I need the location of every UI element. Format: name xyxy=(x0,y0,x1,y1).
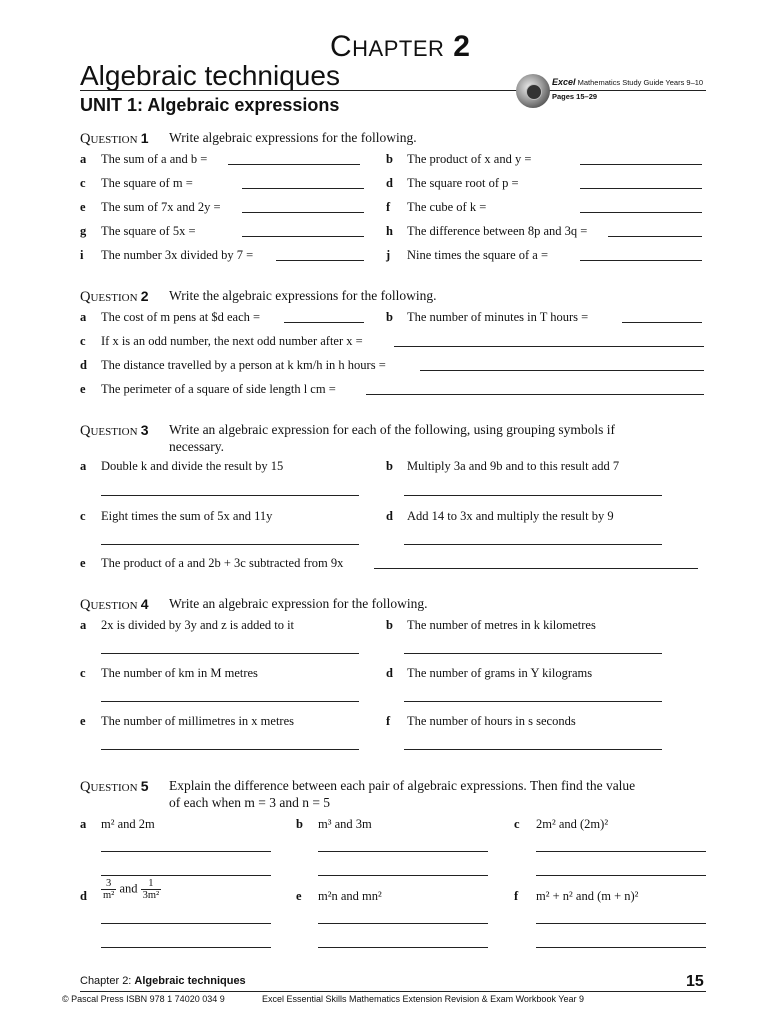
and-word: and xyxy=(119,881,138,896)
question-number: 2 xyxy=(140,288,149,304)
chapter-number: 2 xyxy=(453,30,471,63)
item-label: e xyxy=(80,200,86,214)
item-label: h xyxy=(386,224,393,238)
item-label: d xyxy=(80,889,87,903)
study-text: Mathematics Study Guide Years 9–10 xyxy=(575,78,704,87)
answer-line[interactable] xyxy=(580,260,702,261)
item-text: The number of grams in Y kilograms xyxy=(407,666,593,680)
answer-line[interactable] xyxy=(284,322,364,323)
item-text: Multiply 3a and 9b and to this result add 7 xyxy=(407,459,620,473)
item-label: f xyxy=(386,714,391,728)
answer-line[interactable] xyxy=(242,236,364,237)
item-text: Add 14 to 3x and multiply the result by 9 xyxy=(407,509,614,523)
answer-line[interactable] xyxy=(242,212,364,213)
question-number: 3 xyxy=(140,422,149,438)
item-label: c xyxy=(80,176,86,190)
item-text: The square of m = xyxy=(101,176,193,190)
item-text: If x is an odd number, the next odd number after x = xyxy=(101,334,363,348)
answer-line[interactable] xyxy=(580,212,702,213)
item-text: The sum of a and b = xyxy=(101,152,208,166)
item-label: a xyxy=(80,459,87,473)
question-3-text-line1: Write an algebraic expression for each of the following, using grouping symbols if xyxy=(169,422,615,437)
answer-line[interactable] xyxy=(101,495,359,496)
answer-line[interactable] xyxy=(608,236,702,237)
item-label: e xyxy=(296,889,302,903)
question-3-heading xyxy=(80,422,149,440)
answer-line[interactable] xyxy=(366,394,704,395)
item-label: a xyxy=(80,618,87,632)
item-text: The number of minutes in T hours = xyxy=(407,310,589,324)
item-label: b xyxy=(386,152,393,166)
answer-line[interactable] xyxy=(404,653,662,654)
cd-disc-hole-icon xyxy=(526,84,542,100)
chapter-heading xyxy=(330,30,470,64)
footer-rule xyxy=(80,991,706,992)
question-word: QUESTION xyxy=(80,289,138,305)
item-label: d xyxy=(80,358,87,372)
answer-line[interactable] xyxy=(318,947,488,948)
item-label: c xyxy=(80,666,86,680)
question-word: QUESTION xyxy=(80,131,138,147)
item-text: m³ and 3m xyxy=(318,817,372,831)
item-text-fractions xyxy=(101,878,161,901)
chapter-cap: C xyxy=(330,30,353,63)
item-text: The sum of 7x and 2y = xyxy=(101,200,221,214)
question-5-heading xyxy=(80,778,149,796)
question-2-heading xyxy=(80,288,149,306)
question-1-heading xyxy=(80,130,149,148)
answer-line[interactable] xyxy=(276,260,364,261)
item-label: f xyxy=(386,200,391,214)
study-guide-reference xyxy=(552,77,703,87)
answer-line[interactable] xyxy=(101,544,359,545)
item-label: e xyxy=(80,556,86,570)
answer-line[interactable] xyxy=(394,346,704,347)
question-4-heading xyxy=(80,596,149,614)
item-text: The product of a and 2b + 3c subtracted from 9x xyxy=(101,556,344,570)
item-label: c xyxy=(514,817,520,831)
question-number: 5 xyxy=(140,778,149,794)
item-text: Double k and divide the result by 15 xyxy=(101,459,284,473)
item-text: The product of x and y = xyxy=(407,152,532,166)
question-number: 4 xyxy=(140,596,149,612)
answer-line[interactable] xyxy=(580,188,702,189)
item-text: m²n and mn² xyxy=(318,889,382,903)
footer-chapter: Chapter 2: Algebraic techniques xyxy=(80,975,246,987)
item-label: e xyxy=(80,714,86,728)
item-text: m² and 2m xyxy=(101,817,155,831)
page-title: Algebraic techniques xyxy=(80,60,340,91)
answer-line[interactable] xyxy=(101,947,271,948)
item-label: d xyxy=(386,666,393,680)
item-text: The distance travelled by a person at k km/h in h hours = xyxy=(101,358,386,372)
question-2-text: Write the algebraic expressions for the following. xyxy=(169,288,437,303)
question-word: QUESTION xyxy=(80,423,138,439)
question-5-text-line2: of each when m = 3 and n = 5 xyxy=(169,795,331,810)
header-rule xyxy=(80,90,706,91)
unit-heading: UNIT 1: Algebraic expressions xyxy=(80,95,340,115)
answer-line[interactable] xyxy=(536,923,706,924)
item-label: f xyxy=(514,889,519,903)
item-text: The cube of k = xyxy=(407,200,487,214)
item-text: The square of 5x = xyxy=(101,224,196,238)
answer-line[interactable] xyxy=(101,653,359,654)
item-label: a xyxy=(80,152,87,166)
pages-reference: Pages 15–29 xyxy=(552,92,598,101)
answer-line[interactable] xyxy=(404,701,662,702)
answer-line[interactable] xyxy=(420,370,704,371)
question-word: QUESTION xyxy=(80,779,138,795)
item-label: b xyxy=(386,618,393,632)
page-number: 15 xyxy=(686,973,704,990)
answer-line[interactable] xyxy=(318,923,488,924)
item-text: The perimeter of a square of side length l cm = xyxy=(101,382,336,396)
item-label: d xyxy=(386,509,393,523)
item-label: c xyxy=(80,509,86,523)
answer-line[interactable] xyxy=(404,544,662,545)
question-number: 1 xyxy=(140,130,149,146)
item-text: m² + n² and (m + n)² xyxy=(536,889,639,903)
answer-line[interactable] xyxy=(374,568,698,569)
item-label: i xyxy=(80,248,84,262)
answer-line[interactable] xyxy=(242,188,364,189)
answer-line[interactable] xyxy=(404,495,662,496)
item-label: c xyxy=(80,334,86,348)
answer-line[interactable] xyxy=(318,851,488,852)
item-text: The number of km in M metres xyxy=(101,666,258,680)
item-label: a xyxy=(80,817,87,831)
answer-line[interactable] xyxy=(580,164,702,165)
item-label: g xyxy=(80,224,87,238)
item-text: The cost of m pens at $d each = xyxy=(101,310,261,324)
item-label: b xyxy=(296,817,303,831)
question-5-text-line1: Explain the difference between each pair of algebraic expressions. Then find the value xyxy=(169,778,636,793)
chapter-word: HAPTER xyxy=(352,36,445,61)
item-text: 2m² and (2m)² xyxy=(536,817,609,831)
answer-line[interactable] xyxy=(101,923,271,924)
answer-line[interactable] xyxy=(101,701,359,702)
item-text: The square root of p = xyxy=(407,176,519,190)
item-label: b xyxy=(386,310,393,324)
fraction: $\frac{1}{\text{3m²}}$ xyxy=(142,878,160,902)
footer-copyright: © Pascal Press ISBN 978 1 74020 034 9 xyxy=(62,994,225,1004)
item-text: The number 3x divided by 7 = xyxy=(101,248,254,262)
answer-line[interactable] xyxy=(101,749,359,750)
item-text: Nine times the square of a = xyxy=(407,248,549,262)
question-1-text: Write algebraic expressions for the following. xyxy=(169,130,417,145)
question-3-text-line2: necessary. xyxy=(169,439,224,454)
item-text: 2x is divided by 3y and z is added to it xyxy=(101,618,295,632)
item-text: The difference between 8p and 3q = xyxy=(407,224,588,238)
item-text: The number of metres in k kilometres xyxy=(407,618,596,632)
answer-line[interactable] xyxy=(536,875,706,876)
item-label: d xyxy=(386,176,393,190)
item-text: The number of hours in s seconds xyxy=(407,714,576,728)
answer-line[interactable] xyxy=(536,851,706,852)
question-word: QUESTION xyxy=(80,597,138,613)
item-label: a xyxy=(80,310,87,324)
answer-line[interactable] xyxy=(228,164,360,165)
item-label: b xyxy=(386,459,393,473)
study-brand: Excel xyxy=(552,77,576,87)
item-label: j xyxy=(386,248,391,262)
answer-line[interactable] xyxy=(101,851,271,852)
answer-line[interactable] xyxy=(536,947,706,948)
footer-book-title: Excel Essential Skills Mathematics Extension Revision & Exam Workbook Year 9 xyxy=(262,994,584,1004)
question-4-text: Write an algebraic expression for the following. xyxy=(169,596,428,611)
item-label: e xyxy=(80,382,86,396)
answer-line[interactable] xyxy=(101,875,271,876)
answer-line[interactable] xyxy=(404,749,662,750)
answer-line[interactable] xyxy=(318,875,488,876)
answer-line[interactable] xyxy=(622,322,702,323)
item-text: The number of millimetres in x metres xyxy=(101,714,295,728)
item-text: Eight times the sum of 5x and 11y xyxy=(101,509,273,523)
fraction: $\frac{3}{\text{m²}}$ xyxy=(103,878,115,902)
